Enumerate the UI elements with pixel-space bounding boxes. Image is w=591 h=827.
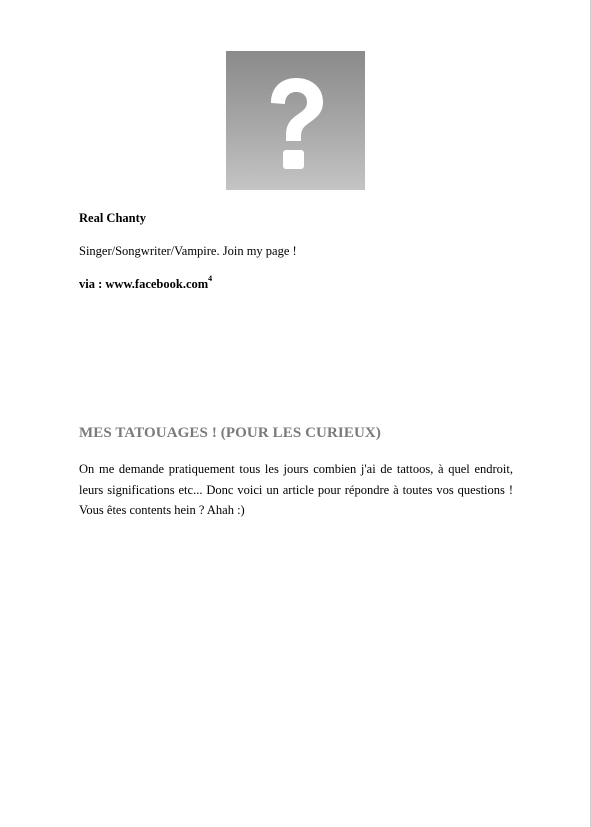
profile-image-placeholder: [226, 51, 365, 190]
article-body: On me demande pratiquement tous les jours combien j'ai de tattoos, à quel endroit, leurs significations etc... Donc voici un article pour répondre à toutes vos questions ! Vous êtes contents hein ? Ahah :): [79, 462, 513, 517]
profile-tagline: Singer/Songwriter/Vampire. Join my page !: [79, 244, 297, 258]
source-prefix: via :: [79, 277, 106, 292]
article-title: MES TATOUAGES ! (POUR LES CURIEUX): [79, 425, 381, 441]
source-line: [79, 276, 212, 292]
profile-name: Real Chanty: [79, 211, 147, 225]
source-link[interactable]: www.facebook.com: [105, 277, 209, 292]
question-mark-icon: [226, 51, 365, 190]
footnote-marker: 4: [208, 274, 213, 283]
